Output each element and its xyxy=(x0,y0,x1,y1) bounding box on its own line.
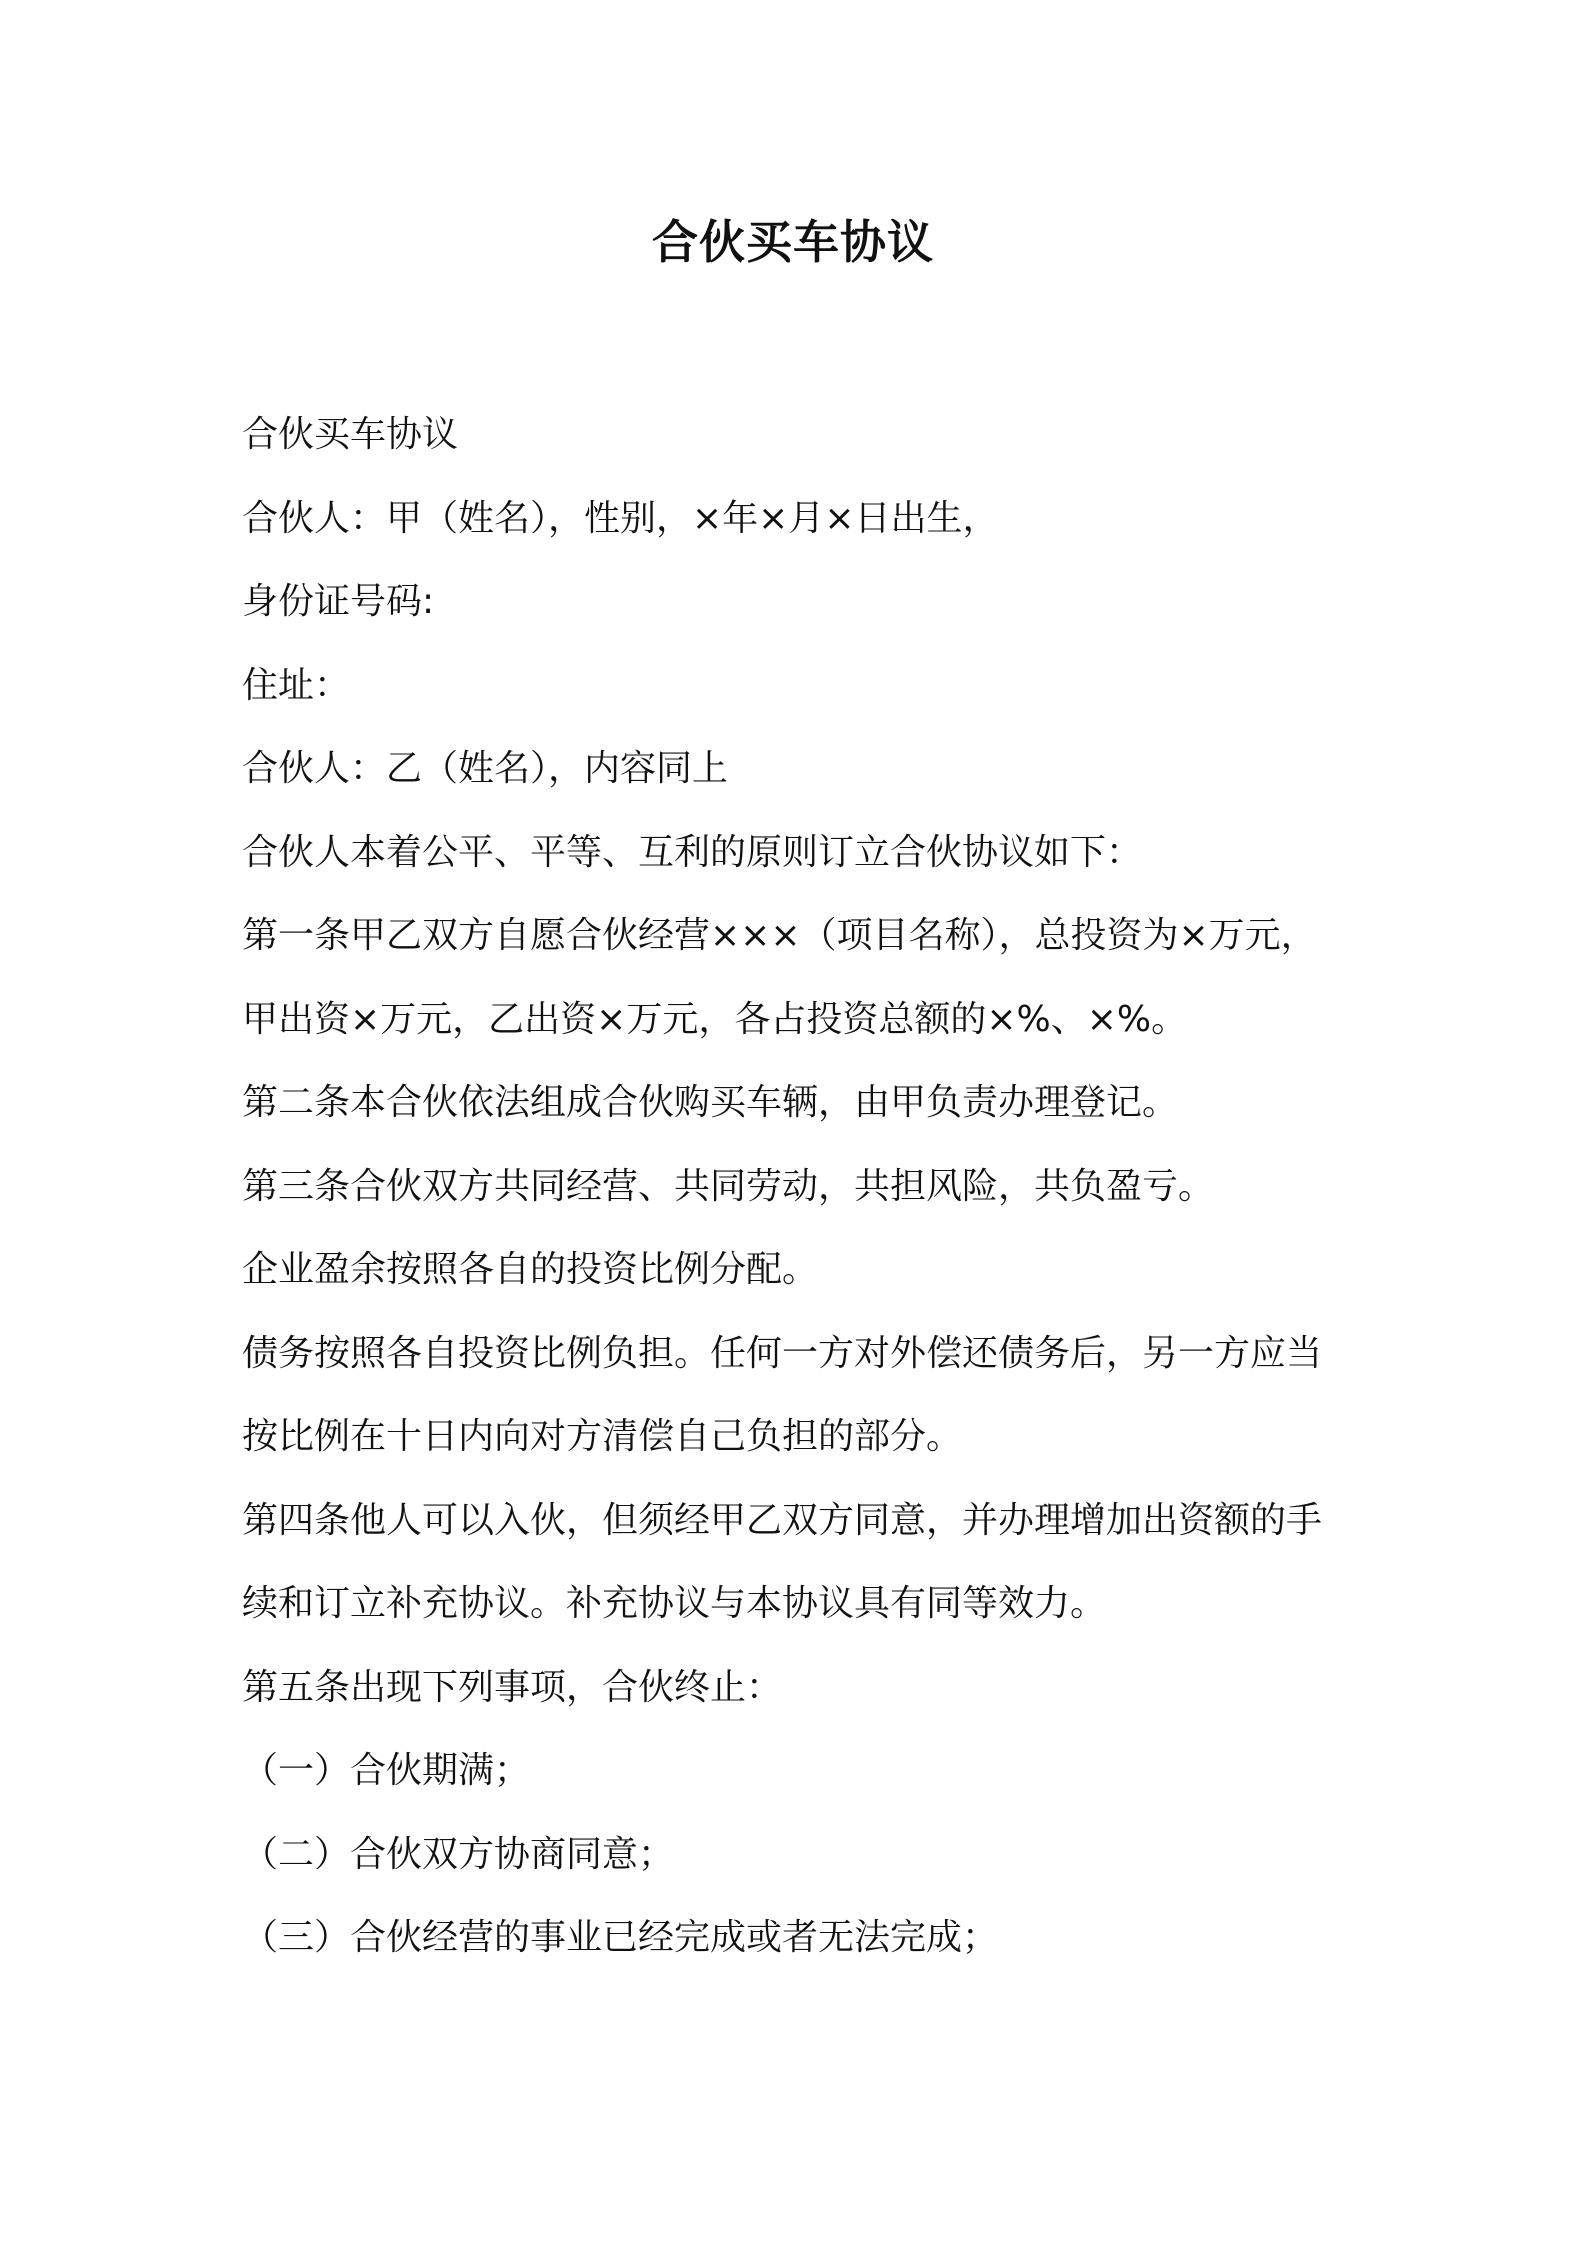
body-line: 身份证号码: xyxy=(242,581,435,622)
body-line: 合伙人：乙（姓名），内容同上 xyxy=(242,748,729,789)
body-line: 续和订立补充协议。补充协议与本协议具有同等效力。 xyxy=(242,1583,1107,1624)
body-line: 住址： xyxy=(242,664,351,706)
body-line: 合伙买车协议 xyxy=(242,414,459,455)
body-line: 企业盈余按照各自的投资比例分配。 xyxy=(242,1249,819,1290)
body-line: 甲出资×万元，乙出资×万元，各占投资总额的×%、×%。 xyxy=(242,998,1188,1040)
body-line: 合伙人：甲（姓名），性别，×年×月×日出生， xyxy=(242,497,999,539)
document-title: 合伙买车协议 xyxy=(652,215,934,269)
body-line: （二）合伙双方协商同意； xyxy=(242,1833,675,1875)
body-line: （一）合伙期满； xyxy=(242,1750,531,1791)
body-line: （三）合伙经营的事业已经完成或者无法完成； xyxy=(242,1917,999,1958)
body-line: 第五条出现下列事项，合伙终止： xyxy=(242,1666,783,1708)
body-line: 债务按照各自投资比例负担。任何一方对外偿还债务后，另一方应当 xyxy=(242,1332,1323,1374)
body-line: 第一条甲乙双方自愿合伙经营×××（项目名称），总投资为×万元， xyxy=(242,915,1317,956)
body-line: 合伙人本着公平、平等、互利的原则订立合伙协议如下： xyxy=(242,831,1143,873)
document-body xyxy=(242,405,1382,1992)
body-line: 第四条他人可以入伙，但须经甲乙双方同意，并办理增加出资额的手 xyxy=(242,1499,1323,1541)
body-line: 按比例在十日内向对方清偿自己负担的部分。 xyxy=(242,1416,963,1457)
body-line: 第三条合伙双方共同经营、共同劳动，共担风险，共负盈亏。 xyxy=(242,1165,1215,1207)
body-line: 第二条本合伙依法组成合伙购买车辆，由甲负责办理登记。 xyxy=(242,1082,1179,1123)
